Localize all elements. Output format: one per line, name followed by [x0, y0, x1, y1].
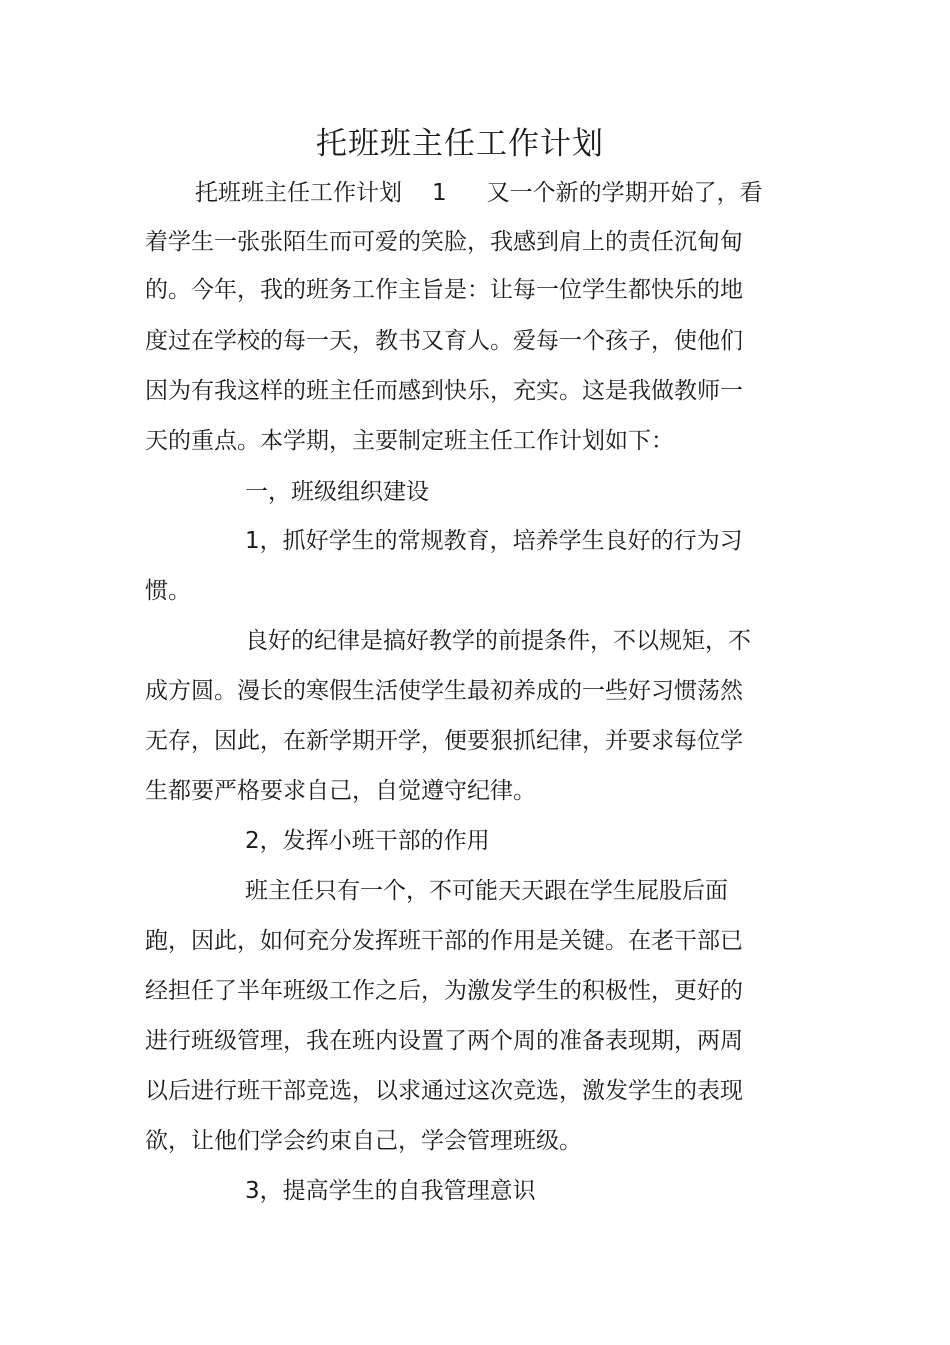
paragraph-line: 经担任了半年班级工作之后，为激发学生的积极性，更好的: [145, 978, 743, 1004]
intro-line: 天的重点。本学期，主要制定班主任工作计划如下：: [145, 428, 674, 454]
section-heading: 一，班级组织建设: [245, 479, 429, 505]
paragraph-line: 以后进行班干部竞选，以求通过这次竞选，激发学生的表现: [145, 1078, 743, 1104]
item-heading: 3，提高学生的自我管理意识: [245, 1178, 536, 1204]
intro-first-line: [195, 176, 763, 210]
paragraph-line: 生都要严格要求自己，自觉遵守纪律。: [145, 778, 536, 804]
item-heading: 2，发挥小班干部的作用: [245, 828, 490, 854]
intro-subtitle: 托班班主任工作计划: [195, 180, 402, 206]
paragraph-line: 无存，因此，在新学期开学，便要狠抓纪律，并要求每位学: [145, 728, 743, 754]
paragraph-line: 成方圆。漫长的寒假生活使学生最初养成的一些好习惯荡然: [145, 678, 743, 704]
document-title: 托班班主任工作计划: [316, 126, 604, 162]
item-heading-continued: 惯。: [145, 578, 191, 604]
intro-number: 1: [432, 180, 447, 206]
paragraph-line: 欲，让他们学会约束自己，学会管理班级。: [145, 1128, 582, 1154]
paragraph-first-line: 班主任只有一个，不可能天天跟在学生屁股后面: [245, 878, 728, 904]
intro-line: 度过在学校的每一天，教书又育人。爱每一个孩子，使他们: [145, 328, 743, 354]
intro-line: 的。今年，我的班务工作主旨是：让每一位学生都快乐的地: [145, 277, 743, 303]
intro-first-text: 又一个新的学期开始了，看: [486, 180, 763, 206]
intro-line: 因为有我这样的班主任而感到快乐，充实。这是我做教师一: [145, 378, 743, 404]
paragraph-first-line: 良好的纪律是搞好教学的前提条件，不以规矩，不: [245, 628, 751, 654]
paragraph-line: 跑，因此，如何充分发挥班干部的作用是关键。在老干部已: [145, 928, 743, 954]
paragraph-line: 进行班级管理，我在班内设置了两个周的准备表现期，两周: [145, 1028, 743, 1054]
intro-line: 着学生一张张陌生而可爱的笑脸，我感到肩上的责任沉甸甸: [145, 229, 743, 255]
item-heading: 1，抓好学生的常规教育，培养学生良好的行为习: [245, 528, 743, 554]
